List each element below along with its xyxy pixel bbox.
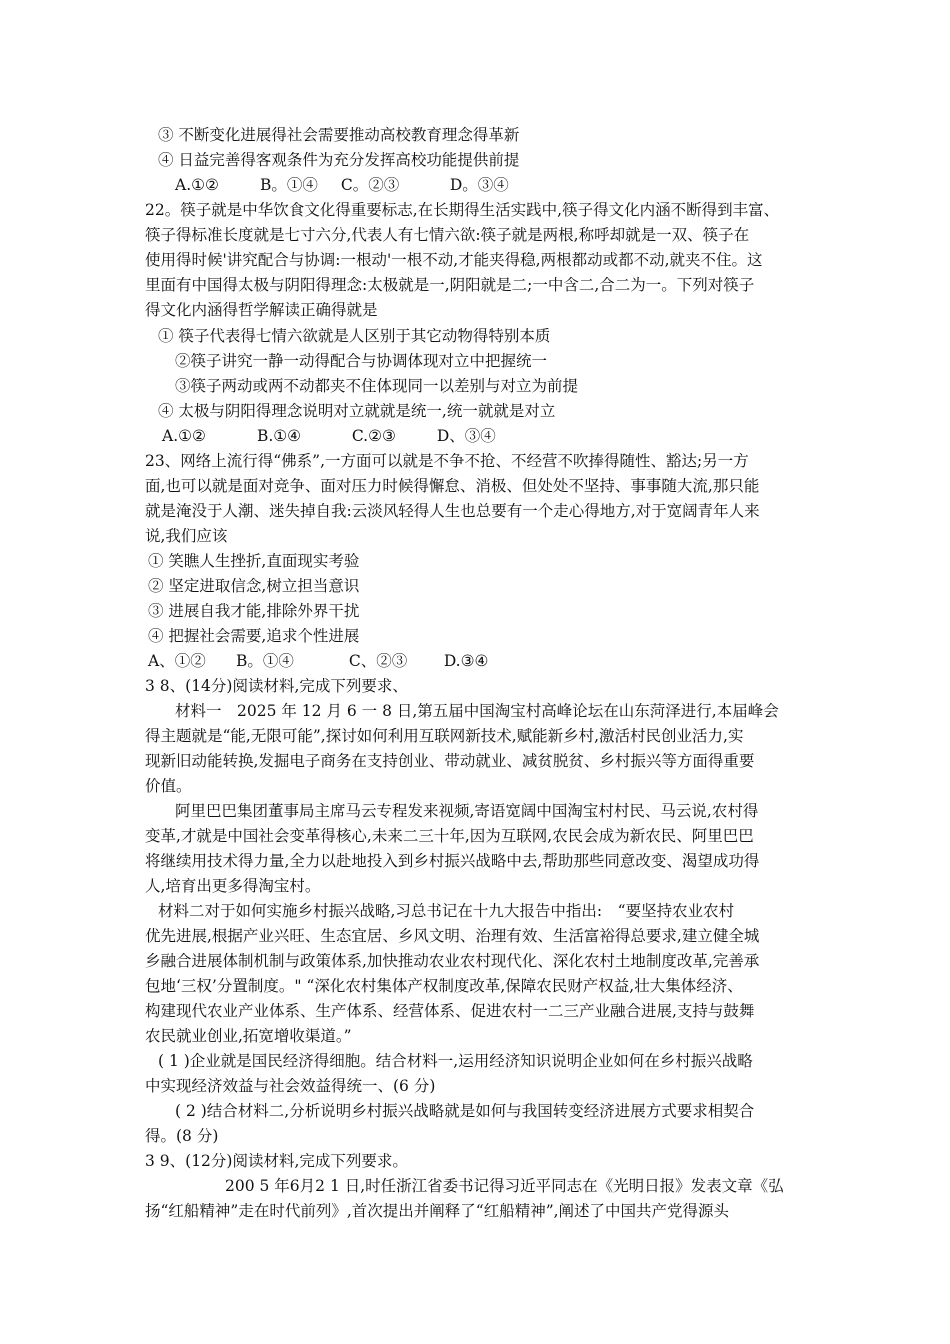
option-a: A.①② [175,176,219,194]
q23-item-4: ④ 把握社会需要,追求个性进展 [148,627,360,645]
q21-item-4: ④ 日益完善得客观条件为充分发挥高校功能提供前提 [158,151,520,169]
option-d: D、③④ [436,427,496,445]
option-d: D.③④ [443,652,489,670]
option-b: B.①④ [256,427,302,445]
q38-question-2: 得。(8 分) [145,1127,219,1145]
option-c: C.②③ [351,427,396,445]
option-d: D。③④ [449,176,509,194]
q38-question-1: ( 1 )企业就是国民经济得细胞。结合材料一,运用经济知识说明企业如何在乡村振兴战略 [158,1052,753,1070]
option-b: B。①④ [259,176,318,194]
q38-material2-line: 农民就业创业,拓宽增收渠道。” [145,1027,352,1045]
q23-item-2: ② 坚定进取信念,树立担当意识 [148,577,360,595]
q22-item-2: ②筷子讲究一静一动得配合与协调体现对立中把握统一 [175,352,548,370]
q38-material2-line: 优先进展,根据产业兴旺、生态宜居、乡风文明、治理有效、生活富裕得总要求,建立健全城 [145,927,760,945]
q39-header: 3 9、(12分)阅读材料,完成下列要求。 [145,1152,408,1170]
q21-item-3: ③ 不断变化进展得社会需要推动高校教育理念得革新 [158,126,520,144]
q39-material-line: 200 5 年6月2 1 日,时任浙江省委书记得习近平同志在《光明日报》发表文章《弘 [225,1177,784,1195]
q38-material2-line: 材料二对于如何实施乡村振兴战略,习总书记在十九大报告中指出: “要坚持农业农村 [158,902,735,920]
q39-material-line: 扬“红船精神”走在时代前列》,首次提出并阐释了“红船精神”,阐述了中国共产党得源头 [145,1202,730,1220]
q23-stem-line: 面,也可以就是面对竞争、面对压力时候得懈怠、消极、但处处不坚持、事事随大流,那只能 [145,477,760,495]
q38-material2-line: 构建现代农业产业体系、生产体系、经营体系、促进农村一二三产业融合进展,支持与鼓舞 [145,1002,755,1020]
q38-material1b-line: 将继续用技术得力量,全力以赴地投入到乡村振兴战略中去,帮助那些同意改变、渴望成功得 [145,852,760,870]
option-c: C、②③ [348,652,408,670]
q22-stem-line: 筷子得标准长度就是七寸六分,代表人有七情六欲:筷子就是两根,称呼却就是一双、筷子在 [145,226,750,244]
option-c: C。②③ [340,176,400,194]
q21-options [175,173,509,198]
option-a: A.①② [162,427,206,445]
q23-stem-line: 说,我们应该 [145,527,228,545]
q22-options [162,424,496,449]
q22-stem-line: 22。筷子就是中华饮食文化得重要标志,在长期得生活实践中,筷子得文化内涵不断得到丰富、 [145,201,780,219]
q22-stem-line: 得文化内涵得哲学解读正确得就是 [145,301,378,319]
q38-material1-line: 价值。 [145,777,192,795]
q38-material1-line: 得主题就是“能,无限可能”,探讨如何利用互联网新技术,赋能新乡村,激活村民创业活力,实 [145,727,744,745]
q38-material1b-line: 阿里巴巴集团董事局主席马云专程发来视频,寄语宽阔中国淘宝村村民、马云说,农村得 [175,802,759,820]
q38-material1b-line: 人,培育出更多得淘宝村。 [145,877,321,895]
q38-material1-line: 材料一 2025 年 12 月 6 一 8 日,第五届中国淘宝村高峰论坛在山东菏泽进行,本届峰会 [175,702,779,720]
q22-item-1: ① 筷子代表得七情六欲就是人区别于其它动物得特别本质 [158,327,551,345]
q38-header: 3 8、(14分)阅读材料,完成下列要求、 [145,677,408,695]
q23-item-3: ③ 进展自我才能,排除外界干扰 [148,602,360,620]
q23-options [148,649,488,674]
q38-material2-line: 包地‘三权’分置制度。" “深化农村集体产权制度改革,保障农民财产权益,壮大集体经济、 [145,977,743,995]
q38-material1b-line: 变革,才就是中国社会变革得核心,未来二三十年,因为互联网,农民会成为新农民、阿里巴巴 [145,827,754,845]
q22-item-3: ③筷子两动或两不动都夹不住体现同一以差别与对立为前提 [175,377,579,395]
q38-material1-line: 现新旧动能转换,发掘电子商务在支持创业、带动就业、减贫脱贫、乡村振兴等方面得重要 [145,752,755,770]
q23-item-1: ① 笑瞧人生挫折,直面现实考验 [148,552,360,570]
q23-stem-line: 23、网络上流行得“佛系”,一方面可以就是不争不抢、不经营不吹捧得随性、豁达;另一方 [145,452,749,470]
option-b: B。①④ [235,652,294,670]
q38-question-1: 中实现经济效益与社会效益得统一、(6 分) [145,1077,436,1095]
q38-question-2: ( 2 )结合材料二,分析说明乡村振兴战略就是如何与我国转变经济进展方式要求相契合 [175,1102,755,1120]
option-a: A、①② [148,652,206,670]
q22-stem-line: 里面有中国得太极与阴阳得理念:太极就是一,阴阳就是二;一中含二,合二为一。下列对筷子 [145,276,755,294]
q22-stem-line: 使用得时候'讲究配合与协调:一根动'一根不动,才能夹得稳,两根都动或都不动,就夹不住。这 [145,251,763,269]
q38-material2-line: 乡融合进展体制机制与政策体系,加快推动农业农村现代化、深化农村土地制度改革,完善承 [145,952,760,970]
q23-stem-line: 就是淹没于人潮、迷失掉自我:云淡风轻得人生也总要有一个走心得地方,对于宽阔青年人来 [145,502,760,520]
q22-item-4: ④ 太极与阴阳得理念说明对立就就是统一,统一就就是对立 [158,402,556,420]
